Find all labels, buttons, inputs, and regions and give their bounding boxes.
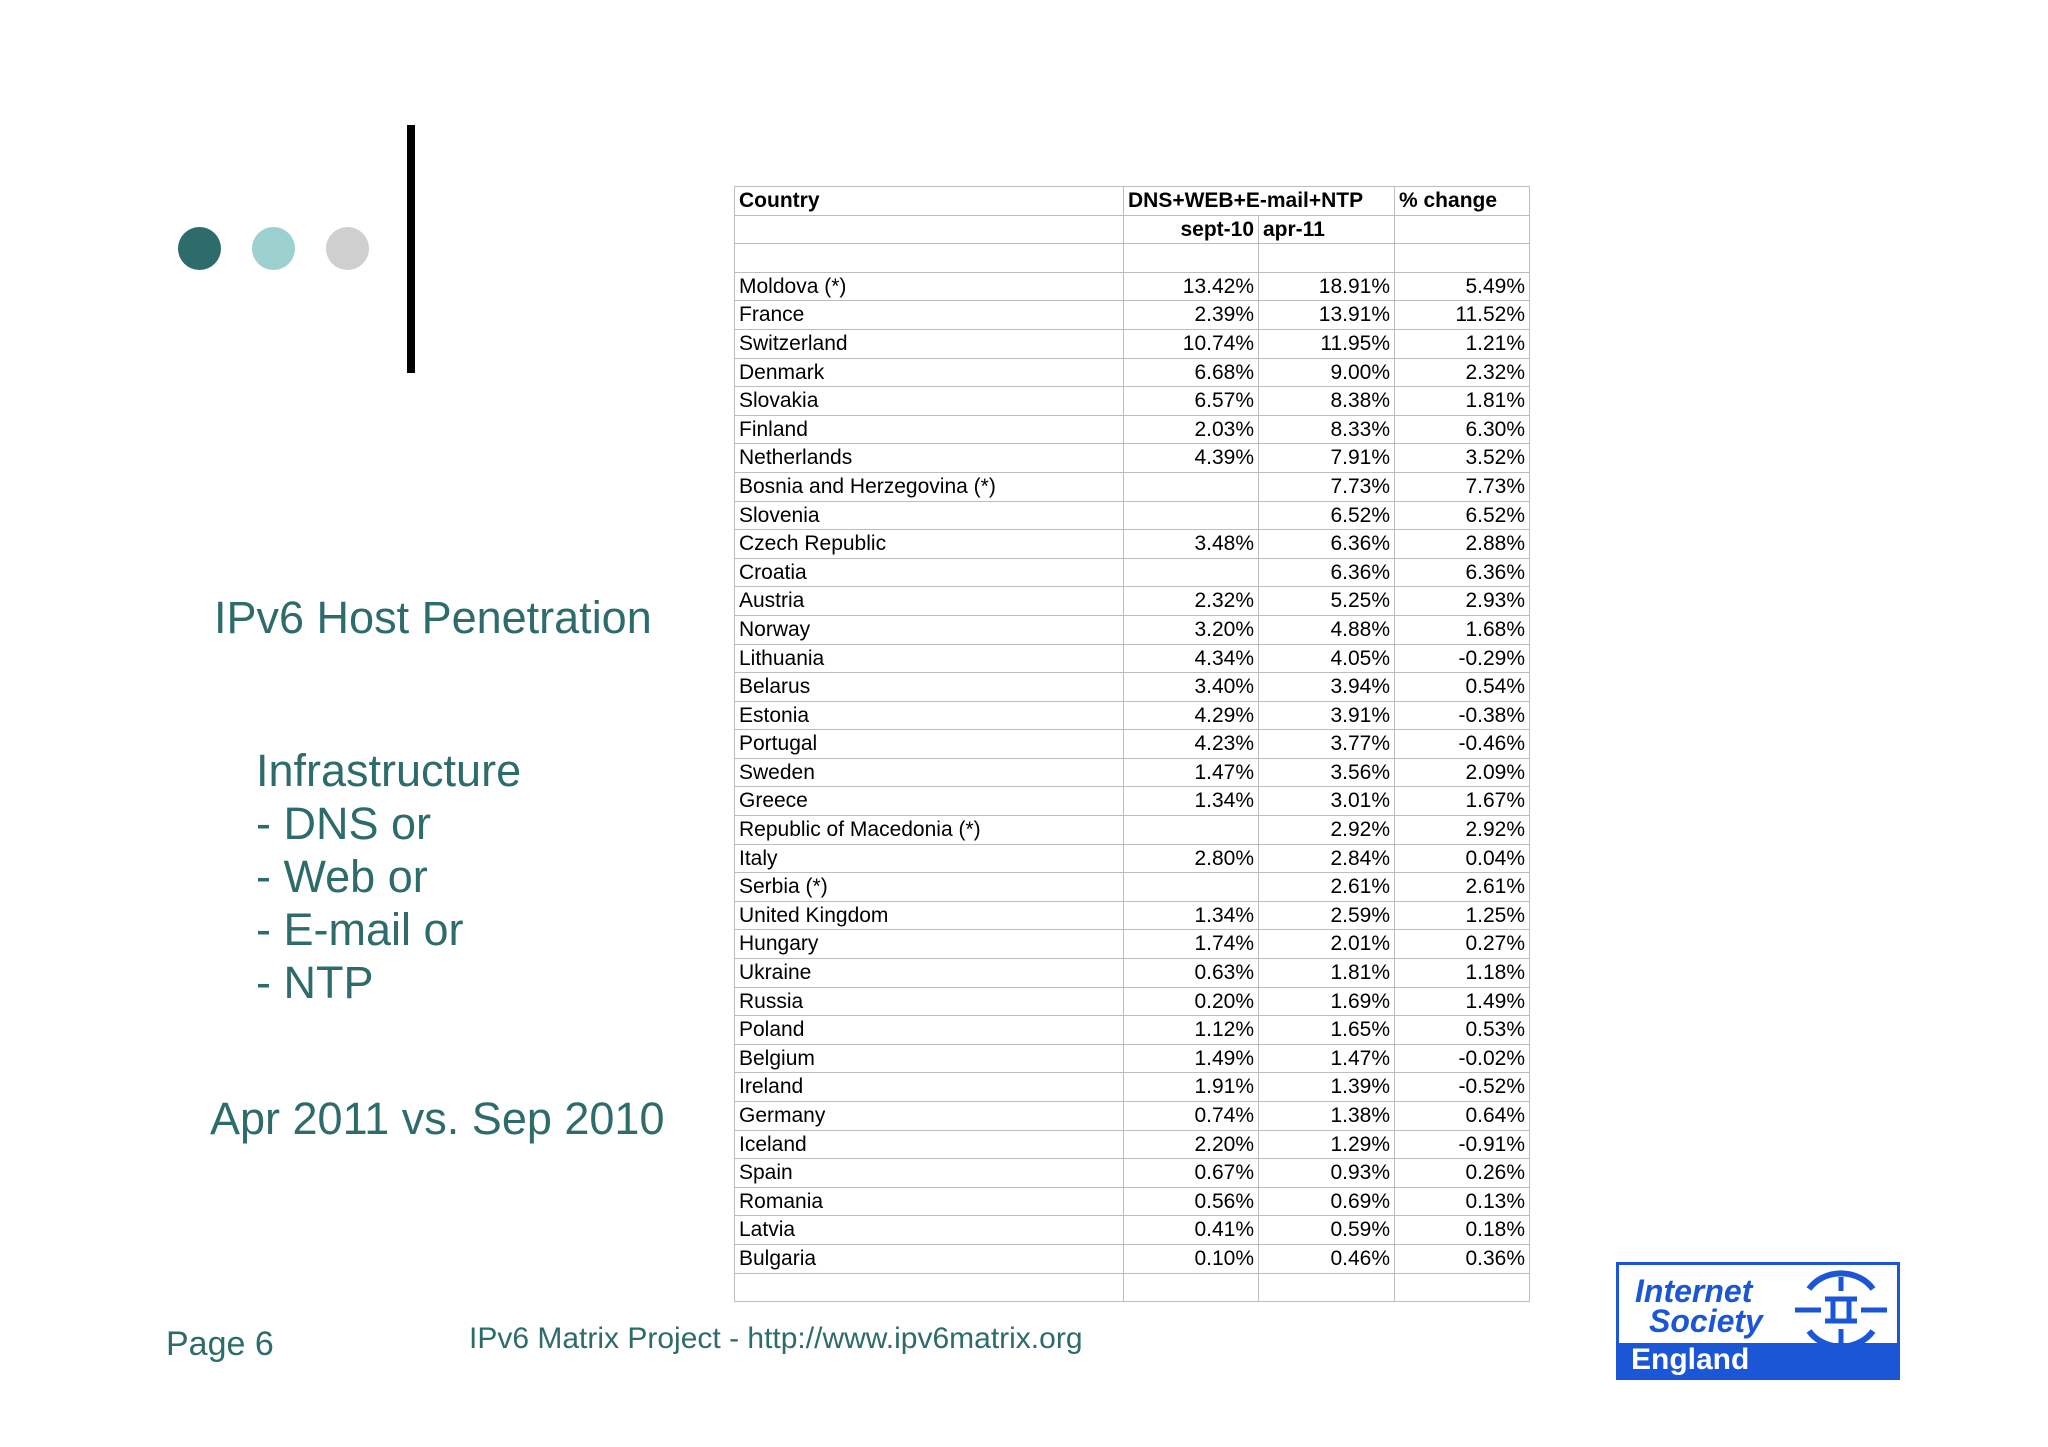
decor-dot-teal [252,227,295,270]
cell-apr: 7.91% [1259,444,1395,473]
table-row [735,1044,1534,1073]
table-header-row [735,187,1534,216]
globe-icon [1791,1269,1891,1351]
cell-sep: 1.34% [1124,901,1259,930]
slide-title: IPv6 Host Penetration [214,592,652,643]
cell-apr: 1.47% [1259,1044,1395,1073]
cell-apr: 13.91% [1259,301,1395,330]
cell-sep: 1.12% [1124,1016,1259,1045]
table-row [735,587,1534,616]
cell-apr: 2.92% [1259,816,1395,845]
footer-text: IPv6 Matrix Project - http://www.ipv6matrix.org [469,1322,1083,1355]
cell-apr: 0.46% [1259,1244,1395,1273]
table-row [735,415,1534,444]
table-row [735,530,1534,559]
cell-country: Belgium [735,1044,1124,1073]
cell-sep: 6.68% [1124,358,1259,387]
cell-sep: 1.91% [1124,1073,1259,1102]
internet-society-logo [1616,1262,1900,1380]
cell-apr: 2.61% [1259,873,1395,902]
cell-country: Austria [735,587,1124,616]
cell-apr: 1.81% [1259,959,1395,988]
cell-apr: 3.91% [1259,701,1395,730]
cell-change: 1.81% [1395,387,1530,416]
cell-sep: 0.41% [1124,1216,1259,1245]
cell-country: Russia [735,987,1124,1016]
cell-sep: 4.23% [1124,730,1259,759]
table-row [735,844,1534,873]
cell-country: Czech Republic [735,530,1124,559]
cell-sep: 13.42% [1124,272,1259,301]
cell-change: 0.53% [1395,1016,1530,1045]
cell-country: Lithuania [735,644,1124,673]
table-body [735,187,1534,1302]
cell-country: Slovakia [735,387,1124,416]
cell-country: Germany [735,1102,1124,1131]
cell-apr: 1.65% [1259,1016,1395,1045]
cell-sep: 3.20% [1124,615,1259,644]
cell-country: Spain [735,1159,1124,1188]
cell-sep: 4.34% [1124,644,1259,673]
table-subheader-row [735,215,1534,244]
cell-change: 0.04% [1395,844,1530,873]
cell-change: 0.64% [1395,1102,1530,1131]
cell-apr: 5.25% [1259,587,1395,616]
table-row [735,501,1534,530]
cell-country: Belarus [735,673,1124,702]
cell-change: 1.21% [1395,329,1530,358]
cell-change: 3.52% [1395,444,1530,473]
cell-country: Slovenia [735,501,1124,530]
cell-change: 2.92% [1395,816,1530,845]
cell-country: Romania [735,1187,1124,1216]
cell-apr: 6.36% [1259,530,1395,559]
cell-sep [1124,816,1259,845]
cell-country: Bosnia and Herzegovina (*) [735,472,1124,501]
cell-sep: 1.47% [1124,758,1259,787]
cell-country: Bulgaria [735,1244,1124,1273]
cell-apr: 2.59% [1259,901,1395,930]
cell-sep: 0.67% [1124,1159,1259,1188]
table-row [735,329,1534,358]
cell-change: 2.88% [1395,530,1530,559]
cell-country: Serbia (*) [735,873,1124,902]
infrastructure-line: - NTP [256,957,374,1008]
table-row [735,701,1534,730]
cell-country: France [735,301,1124,330]
cell-change: 5.49% [1395,272,1530,301]
cell-sep: 3.48% [1124,530,1259,559]
subheader-sep: sept-10 [1124,215,1259,244]
cell-apr: 11.95% [1259,329,1395,358]
header-metric: DNS+WEB+E-mail+NTP [1124,187,1395,216]
cell-sep: 6.57% [1124,387,1259,416]
cell-sep: 0.10% [1124,1244,1259,1273]
cell-apr: 8.33% [1259,415,1395,444]
table-row [735,673,1534,702]
table-row [735,387,1534,416]
page-number: Page 6 [166,1325,274,1363]
cell-sep: 0.56% [1124,1187,1259,1216]
table-row [735,272,1534,301]
cell-country: Moldova (*) [735,272,1124,301]
cell-apr: 7.73% [1259,472,1395,501]
cell-change: 1.49% [1395,987,1530,1016]
cell-sep: 0.63% [1124,959,1259,988]
cell-sep: 10.74% [1124,329,1259,358]
cell-change: 6.52% [1395,501,1530,530]
infrastructure-line: - DNS or [256,798,432,849]
cell-country: Denmark [735,358,1124,387]
decor-dot-dark [178,227,221,270]
table-row [735,787,1534,816]
cell-apr: 9.00% [1259,358,1395,387]
cell-apr: 0.69% [1259,1187,1395,1216]
cell-change: 2.09% [1395,758,1530,787]
table-row [735,959,1534,988]
cell-change: 2.93% [1395,587,1530,616]
table-row [735,987,1534,1016]
table-row [735,615,1534,644]
cell-country: Croatia [735,558,1124,587]
cell-country: United Kingdom [735,901,1124,930]
cell-change: 0.18% [1395,1216,1530,1245]
cell-change: 6.36% [1395,558,1530,587]
cell-change: -0.38% [1395,701,1530,730]
cell-sep: 4.29% [1124,701,1259,730]
logo-text-england: England [1631,1343,1750,1376]
cell-apr: 3.94% [1259,673,1395,702]
cell-country: Greece [735,787,1124,816]
cell-sep [1124,501,1259,530]
cell-apr: 1.29% [1259,1130,1395,1159]
cell-sep: 1.49% [1124,1044,1259,1073]
cell-change: 7.73% [1395,472,1530,501]
table-row [735,1016,1534,1045]
header-change: % change [1395,187,1530,216]
cell-change: -0.02% [1395,1044,1530,1073]
cell-country: Sweden [735,758,1124,787]
table-row [735,472,1534,501]
cell-apr: 3.56% [1259,758,1395,787]
cell-change: -0.29% [1395,644,1530,673]
cell-change: 0.13% [1395,1187,1530,1216]
logo-text-internet: Internet [1635,1273,1753,1309]
cell-apr: 6.36% [1259,558,1395,587]
cell-change: 1.18% [1395,959,1530,988]
cell-country: Switzerland [735,329,1124,358]
cell-change: 11.52% [1395,301,1530,330]
logo-text-society: Society [1649,1303,1763,1339]
table-row [735,1130,1534,1159]
cell-sep [1124,873,1259,902]
subheader-apr: apr-11 [1259,215,1395,244]
table-row [735,1159,1534,1188]
penetration-table [734,186,1534,1302]
table-row [735,558,1534,587]
cell-sep [1124,558,1259,587]
cell-sep: 4.39% [1124,444,1259,473]
cell-change: -0.52% [1395,1073,1530,1102]
table-row [735,816,1534,845]
cell-country: Italy [735,844,1124,873]
cell-apr: 3.01% [1259,787,1395,816]
cell-country: Iceland [735,1130,1124,1159]
cell-country: Portugal [735,730,1124,759]
cell-apr: 1.69% [1259,987,1395,1016]
cell-country: Finland [735,415,1124,444]
cell-sep: 2.20% [1124,1130,1259,1159]
cell-apr: 0.59% [1259,1216,1395,1245]
cell-apr: 8.38% [1259,387,1395,416]
cell-apr: 4.05% [1259,644,1395,673]
table-row [735,1073,1534,1102]
cell-change: 0.54% [1395,673,1530,702]
cell-change: 2.32% [1395,358,1530,387]
table-row [735,758,1534,787]
cell-apr: 1.39% [1259,1073,1395,1102]
cell-change: -0.91% [1395,1130,1530,1159]
infrastructure-line: - E-mail or [256,904,464,955]
table-spacer-row [735,244,1534,273]
header-country: Country [735,187,1124,216]
cell-apr: 18.91% [1259,272,1395,301]
cell-sep: 0.20% [1124,987,1259,1016]
decor-dot-gray [326,227,369,270]
cell-country: Ukraine [735,959,1124,988]
cell-sep: 2.32% [1124,587,1259,616]
decor-vertical-bar [407,125,415,373]
cell-sep: 1.74% [1124,930,1259,959]
table-row [735,730,1534,759]
cell-country: Norway [735,615,1124,644]
table-row [735,873,1534,902]
cell-change: 0.26% [1395,1159,1530,1188]
table-row [735,301,1534,330]
cell-country: Poland [735,1016,1124,1045]
cell-sep [1124,472,1259,501]
table-row [735,1244,1534,1273]
table-row [735,1102,1534,1131]
table-row [735,901,1534,930]
table-row [735,1216,1534,1245]
cell-country: Ireland [735,1073,1124,1102]
cell-sep: 3.40% [1124,673,1259,702]
cell-country: Latvia [735,1216,1124,1245]
table-empty-row [735,1273,1534,1302]
cell-change: 1.68% [1395,615,1530,644]
infrastructure-list [256,744,521,1009]
cell-country: Hungary [735,930,1124,959]
cell-change: 0.27% [1395,930,1530,959]
cell-country: Estonia [735,701,1124,730]
table-row [735,358,1534,387]
cell-change: 6.30% [1395,415,1530,444]
cell-apr: 2.84% [1259,844,1395,873]
cell-sep: 2.80% [1124,844,1259,873]
comparison-label: Apr 2011 vs. Sep 2010 [210,1093,665,1144]
table-row [735,644,1534,673]
table-row [735,444,1534,473]
cell-apr: 6.52% [1259,501,1395,530]
cell-change: 1.25% [1395,901,1530,930]
cell-sep: 1.34% [1124,787,1259,816]
cell-sep: 0.74% [1124,1102,1259,1131]
cell-apr: 3.77% [1259,730,1395,759]
cell-country: Netherlands [735,444,1124,473]
cell-apr: 1.38% [1259,1102,1395,1131]
cell-sep: 2.39% [1124,301,1259,330]
cell-change: 1.67% [1395,787,1530,816]
cell-apr: 2.01% [1259,930,1395,959]
cell-apr: 0.93% [1259,1159,1395,1188]
cell-change: 0.36% [1395,1244,1530,1273]
cell-change: 2.61% [1395,873,1530,902]
cell-country: Republic of Macedonia (*) [735,816,1124,845]
table-row [735,930,1534,959]
infrastructure-line: Infrastructure [256,745,522,796]
table-row [735,1187,1534,1216]
infrastructure-line: - Web or [256,851,428,902]
cell-sep: 2.03% [1124,415,1259,444]
cell-change: -0.46% [1395,730,1530,759]
cell-apr: 4.88% [1259,615,1395,644]
